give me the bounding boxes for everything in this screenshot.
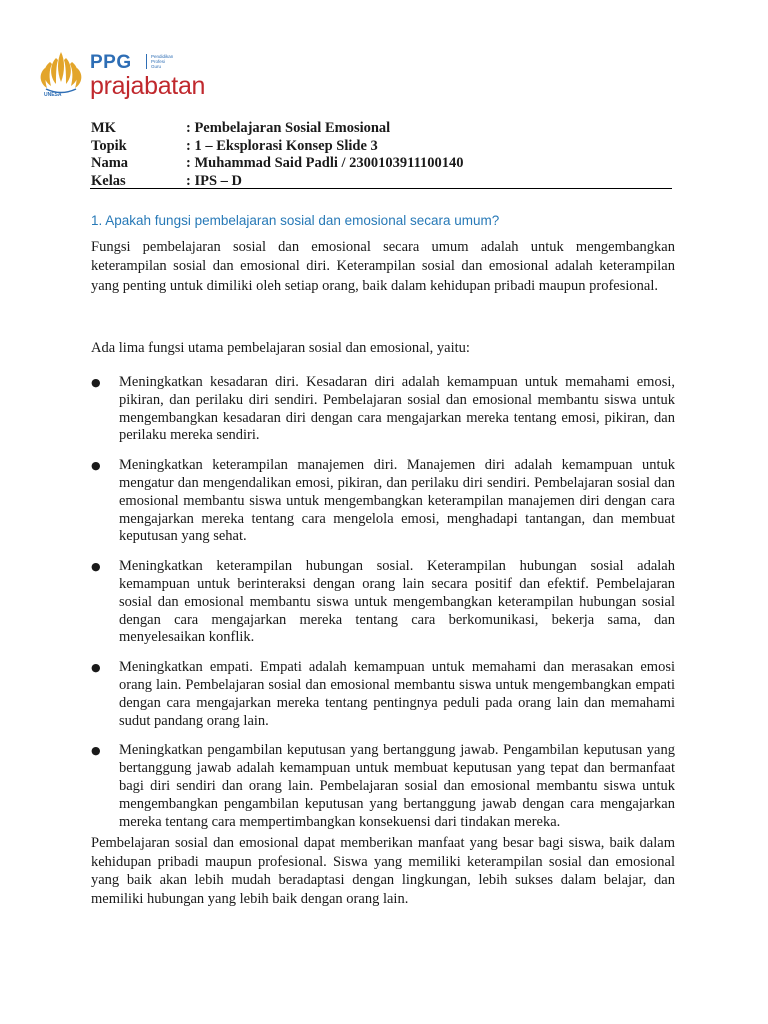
prajabatan-wordmark: prajabatan [90,72,206,100]
list-intro-paragraph: Ada lima fungsi utama pembelajaran sosial dan emosional, yaitu: [91,340,470,356]
intro-paragraph: Fungsi pembelajaran sosial dan emosional secara umum adalah untuk mengembangkan keterampilan sosial dan emosional diri. Keterampilan sosial dan emosional adalah keterampilan yang penting untuk dimiliki oleh setiap orang, baik dalam kehidupan pribadi maupun profesional. [91,239,675,294]
list-item [91,374,675,445]
question-heading: 1. Apakah fungsi pembelajaran sosial dan emosional secara umum? [91,213,500,228]
document-header-info [91,120,671,190]
meta-value: : Pembelajaran Sosial Emosional [186,120,391,136]
bullet-icon: ● [91,560,101,574]
tagline-line: Pendidikan [151,54,174,59]
list-item [91,659,675,730]
bullet-icon: ● [91,459,101,473]
ppg-prajabatan-logo [36,46,226,106]
bullet-icon: ● [91,744,101,758]
closing-paragraph: Pembelajaran sosial dan emosional dapat memberikan manfaat yang besar bagi siswa, baik dalam kehidupan pribadi maupun profesional. Siswa yang memiliki keterampilan sosial dan emosional yang baik akan lebih mudah beradaptasi dengan lingkungan, lebih sukses dalam belajar, dan memiliki hubungan yang lebih baik dengan orang lain. [91,835,675,907]
meta-label: Kelas [91,172,126,189]
list-item [91,457,675,546]
list-item [91,742,675,831]
list-item-text: Meningkatkan pengambilan keputusan yang bertanggung jawab. Pengambilan keputusan yang bertanggung jawab adalah kemampuan untuk membuat keputusan yang tepat dan bermanfaat bagi diri sendiri dan orang lain. Pembelajaran sosial dan emosional membantu siswa untuk mengembangkan pengambilan keputusan yang bertanggung jawab dengan cara mengajarkan mereka tentang cara mempertimbangkan konsekuensi dari tindakan mereka. [119,742,675,830]
list-item-text: Meningkatkan keterampilan hubungan sosial. Keterampilan hubungan sosial adalah kemampuan untuk berinteraksi dengan orang lain secara positif dan efektif. Pembelajaran sosial dan emosional membantu siswa untuk mengembangkan keterampilan hubungan sosial dengan cara mengajarkan mereka tentang cara berkomunikasi, bekerja sama, dan menyelesaikan konflik. [119,558,675,646]
meta-value: : Muhammad Said Padli / 2300103911100140 [186,155,464,171]
unesa-label: UNESA [44,92,62,98]
ppg-tagline [146,54,173,69]
meta-label: Nama [91,155,129,171]
meta-row-mk [91,120,671,138]
bullet-icon: ● [91,661,101,675]
list-item-text: Meningkatkan empati. Empati adalah kemampuan untuk memahami dan merasakan emosi orang lain. Pembelajaran sosial dan emosional membantu siswa untuk mengembangkan empati dengan cara mengajarkan mereka tentang pentingnya peduli pada orang lain dan memahami sudut pandang orang lain. [119,659,675,729]
ppg-wordmark: PPG [90,52,132,73]
header-divider [90,188,672,189]
functions-list [91,374,675,843]
tagline-line: Profesi [151,59,166,64]
tagline-line: Guru [151,64,162,69]
list-item-text: Meningkatkan kesadaran diri. Kesadaran diri adalah kemampuan untuk memahami emosi, pikiran, dan perilaku diri sendiri. Pembelajaran sosial dan emosional membantu siswa untuk mengembangkan kesadaran diri dengan cara mengajarkan mereka tentang emosi, pikiran, dan perilaku mereka sendiri. [119,374,675,444]
meta-row-nama [91,155,671,173]
list-item [91,558,675,647]
meta-value: : IPS – D [186,172,242,189]
unesa-emblem-icon [36,46,86,98]
bullet-icon: ● [91,376,101,389]
meta-row-topik [91,138,671,156]
list-item-text: Meningkatkan keterampilan manajemen diri. Manajemen diri adalah kemampuan untuk mengatur dan mengendalikan emosi, pikiran, dan perilaku diri sendiri. Pembelajaran sosial dan emosional membantu siswa untuk mengembangkan keterampilan manajemen diri dengan cara mengajarkan mereka tentang cara mengelola emosi, menghadapi tantangan, dan membuat keputusan yang sehat. [119,457,675,545]
meta-label: Topik [91,137,127,154]
meta-label: MK [91,120,116,136]
meta-value: : 1 – Eksplorasi Konsep Slide 3 [186,137,378,154]
